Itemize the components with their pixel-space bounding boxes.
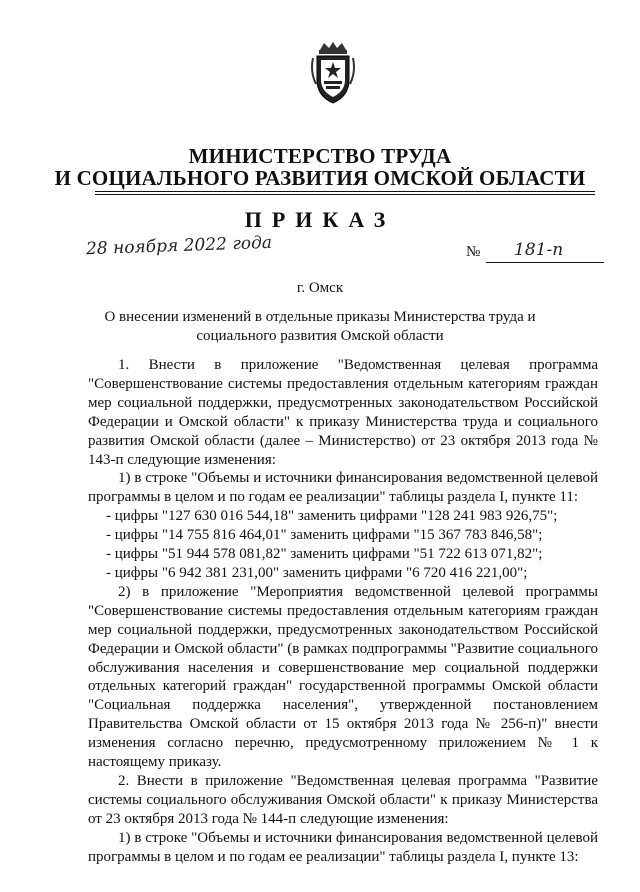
- list-item: - цифры "127 630 016 544,18" заменить цифрами "128 241 983 926,75";: [106, 508, 558, 525]
- subject-line1: О внесении изменений в отдельные приказы Министерства труда и: [104, 309, 536, 325]
- number-label: №: [466, 244, 481, 260]
- city-name: г. Омск: [296, 280, 344, 296]
- paragraph-2: 2. Внести в приложение "Ведомственная целевая программа "Развитие системы социального обслуживания Омской области" к приказу Министерства от 23 октября 2013 года № 144-п следующие изменения:: [88, 772, 598, 827]
- header-divider-bottom: [95, 194, 595, 195]
- document-type-title: ПРИКАЗ: [244, 207, 396, 232]
- handwritten-date: 28 ноября 2022 года: [85, 232, 273, 260]
- paragraph-1-item-2: 2) в приложение "Мероприятия ведомственной целевой программы "Совершенствование системы предоставления отдельным категориям граждан мер социальной поддержки, предусмотренных законодательством Российской Федерации и Омской области" (в рамках подпрограммы "Развитие социального обслуживания населения и совершенствование мер социальной поддержки отдельных категорий граждан" государственной программы Омской области "Социальная поддержка населения", утвержденной постановлением Правительства Омской области от 15 октября 2013 года № 256-п)" внести изменения согласно перечню, предусмотренному приложением № 1 к настоящему приказу.: [88, 583, 598, 771]
- ministry-name-line1: МИНИСТЕРСТВО ТРУДА: [188, 144, 452, 168]
- list-item: - цифры "51 944 578 081,82" заменить цифрами "51 722 613 071,82";: [106, 546, 543, 563]
- document-subject: [0, 308, 640, 346]
- number-underline: [486, 262, 604, 263]
- handwritten-number: 181-п: [514, 240, 564, 260]
- omsk-coat-of-arms-emblem: [310, 40, 356, 106]
- ministry-name-line2: И СОЦИАЛЬНОГО РАЗВИТИЯ ОМСКОЙ ОБЛАСТИ: [54, 166, 586, 190]
- document-body: [88, 356, 598, 866]
- paragraph-1-item-1: 1) в строке "Объемы и источники финансирования ведомственной целевой программы в целом и по годам ее реализации" таблицы раздела I, пункте 11:: [88, 470, 598, 506]
- paragraph-1: 1. Внести в приложение "Ведомственная целевая программа "Совершенствование системы предоставления отдельным категориям граждан мер социальной поддержки, предусмотренных законодательством Российской Федерации и Омской области" к приказу Министерства труда и социального развития Омской области (далее – Министерство) от 23 октября 2013 года № 143-п следующие изменения:: [88, 357, 598, 468]
- subject-line2: социального развития Омской области: [196, 328, 444, 344]
- header-divider-top: [95, 191, 595, 192]
- list-item: - цифры "6 942 381 231,00" заменить цифрами "6 720 416 221,00";: [106, 564, 528, 581]
- paragraph-2-item-1: 1) в строке "Объемы и источники финансирования ведомственной целевой программы в целом и по годам ее реализации" таблицы раздела I, пункте 13:: [88, 829, 598, 865]
- list-item: - цифры "14 755 816 464,01" заменить цифрами "15 367 783 846,58";: [106, 527, 543, 544]
